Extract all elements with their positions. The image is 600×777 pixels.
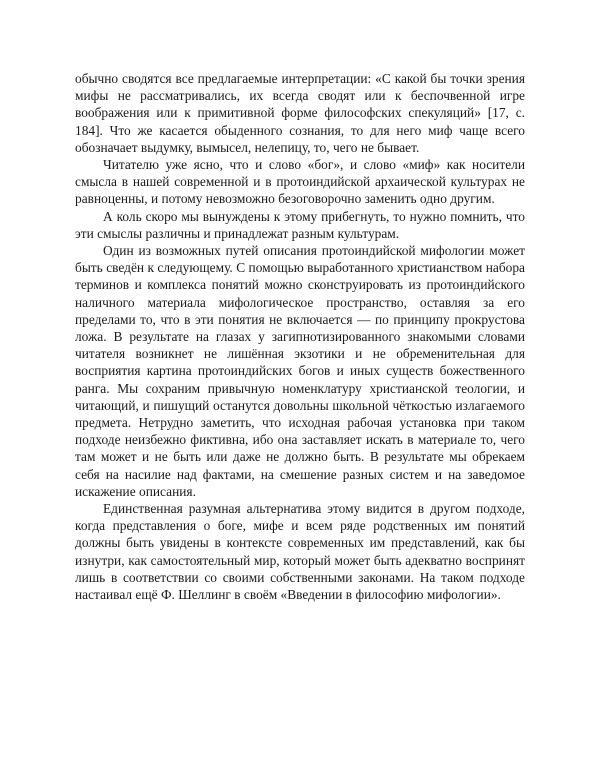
paragraph-words-not-equivalent: Читателю уже ясно, что и слово «бог», и слово «миф» как носители смысла в нашей современной и в протоиндийской архаической культурах не равноценны, и потому невозможно безоговорочно заменить одно другим. — [75, 157, 525, 207]
paragraph-different-cultures: А коль скоро мы вынуждены к этому прибегнуть, то нужно помнить, что эти смыслы различны и принадлежат разным культурам. — [75, 208, 525, 241]
document-page — [75, 70, 525, 603]
paragraph-reasonable-alternative: Единственная разумная альтернатива этому видится в другом подходе, когда представления о боге, мифе и всем ряде родственных им понятий должны быть увидены в контексте современных им представлений, как бы изнутри, как самостоятельный мир, который может быть адекватно воспринят лишь в соответствии со своими собственными законами. На таком подходе настаивал ещё Ф. Шеллинг в своём «Введении в философию мифологии». — [75, 501, 525, 603]
paragraph-christian-terms-approach: Один из возможных путей описания протоиндийской мифологии может быть сведён к следующему. С помощью выработанного христианством набора терминов и комплекса понятий можно сконструировать из протоиндийского наличного материала мифологическое пространство, оставляя за его пределами то, что в эти понятия не включается — по принципу прокрустова ложа. В результате на глазах у загипнотизированного знакомыми словами читателя возникнет не лишённая экзотики и не обременительная для восприятия картина протоиндийских богов и иных существ божественного ранга. Мы сохраним привычную номенклатуру христианской теологии, и читающий, и пишущий останутся довольны школьной чёткостью излагаемого предмета. Нетрудно заметить, что исходная рабочая установка при таком подходе неизбежно фиктивна, ибо она заставляет искать в материале то, чего там может и не быть или даже не должно быть. В результате мы обрекаем себя на насилие над фактами, на смешение разных систем и на заведомое искажение описания. — [75, 243, 525, 499]
paragraph-continuation: обычно сводятся все предлагаемые интерпретации: «С какой бы точки зрения мифы не рассматривались, их всегда сводят или к беспочвенной игре воображения или к примитивной форме философских спекуляций» [17, с. 184]. Что же касается обыденного сознания, то для него миф чаще всего обозначает выдумку, вымысел, нелепицу, то, чего не бывает. — [75, 71, 525, 155]
